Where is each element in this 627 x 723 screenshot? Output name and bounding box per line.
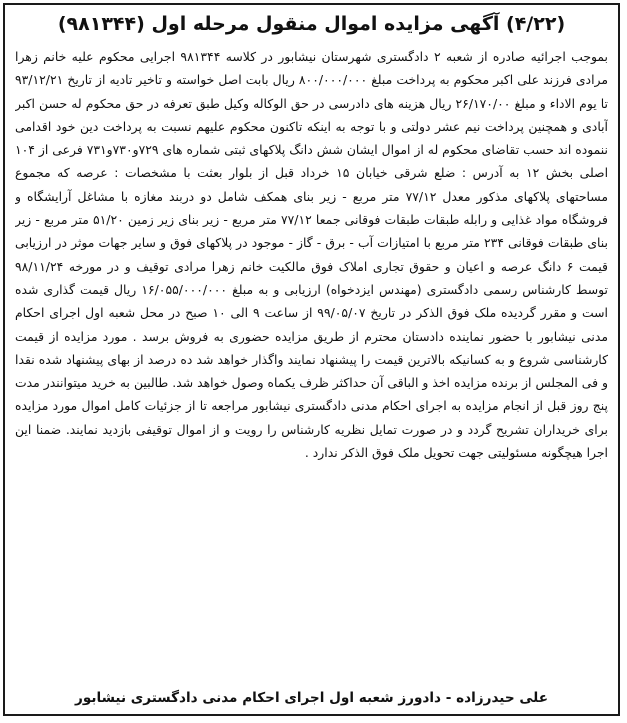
notice-body-text: بموجب اجرائیه صادره از شعبه ۲ دادگستری شهرستان نیشابور در کلاسه ۹۸۱۳۴۴ اجرایی محکوم علیه خانم زهرا مرادی فرزند علی اکبر محکوم به پرداخت مبلغ ۸۰۰/۰۰۰/۰۰۰ ریال بابت اصل خواسته و تاخیر تادیه از تاریخ ۹۳/۱۲/۲۱ تا یوم الاداء و مبلغ ۲۶/۱۷۰/۰۰ ریال هزینه های دادرسی در حق الوکاله وکیل طبق تعرفه در حق محکوم له حسن اکبر آبادی و همچنین پرداخت نیم عشر دولتی و با توجه به اینکه تاکنون محکوم علیهم نسبت به پرداخت دین خود اقدامی ننموده اند حسب تقاضای محکوم له از اموال ایشان شش دانگ پلاکهای ثبتی شماره های ۷۲۹و۷۳۰و۷۳۱ فرعی از ۱۰۴ اصلی بخش ۱۲ به آدرس : ضلع شرقی خیابان ۱۵ خرداد قبل از بلوار بعثت با مشخصات : عرصه که مجموع مساحتهای پلاکهای مذکور معدل ۷۷/۱۲ متر مربع - زیر بنای همکف شامل دو دربند مغازه با مشاغل آرایشگاه و فروشگاه مواد غذایی و رابله طبقات طبقات فوقانی جمعا ۷۷/۱۲ متر مربع - زیر بنای زیر زمین ۵۱/۲۰ متر مربع - زیر بنای طبقات فوقانی ۲۳۴ متر مربع با امتیازات آب - برق - گاز - موجود در پلاکهای فوق و سایر جهات موثر در ارزیابی قیمت ۶ دانگ عرصه و اعیان و حقوق تجاری املاک فوق مالکیت خانم زهرا مرادی توقیف و در مورخه ۹۸/۱۱/۲۴ توسط کارشناس رسمی دادگستری (مهندس ایزدخواه) ارزیابی و به مبلغ ۱۶/۰۵۵/۰۰۰/۰۰۰ ریال قیمت گذاری شده است و مقرر گردیده ملک فوق الذکر در تاریخ ۹۹/۰۵/۰۷ از ساعت ۹ الی ۱۰ صبح در محل شعبه اول اجرای احکام مدنی نیشابور با حضور نماینده دادستان محترم از طریق مزایده حضوری به فروش برسد . مورد مزایده از قیمت کارشناسی شروع و به کسانیکه بالاترین قیمت را پیشنهاد نمایند واگذار خواهد شد ده درصد از بهای پیشنهاد شده نقدا و فی المجلس از برنده مزایده اخذ و الباقی آن حداکثر ظرف یکماه وصول خواهد شد. طالبین به خرید میتوانندر مدت پنج روز قبل از انجام مزایده به اجرای احکام مدنی دادگستری نیشابور مراجعه تا از جزئیات کامل اموال مورد مزایده برای خریداران تشریح گردد و در صورت تمایل نظریه کارشناس را رویت و از اموال توقیفی بازدید نمایند. ضمنا این اجرا هیچگونه مسئولیتی جهت تحویل ملک فوق الذکر ندارد . xyxy=(15,49,608,461)
notice-signature: علی حیدرزاده - دادورز شعبه اول اجرای احکام مدنی دادگستری نیشابور xyxy=(75,690,548,706)
notice-title: (۴/۲۲) آگهی مزایده اموال منقول مرحله اول (۹۸۱۳۴۴) xyxy=(57,13,566,35)
notice-frame xyxy=(3,3,620,716)
notice-body xyxy=(15,45,608,677)
